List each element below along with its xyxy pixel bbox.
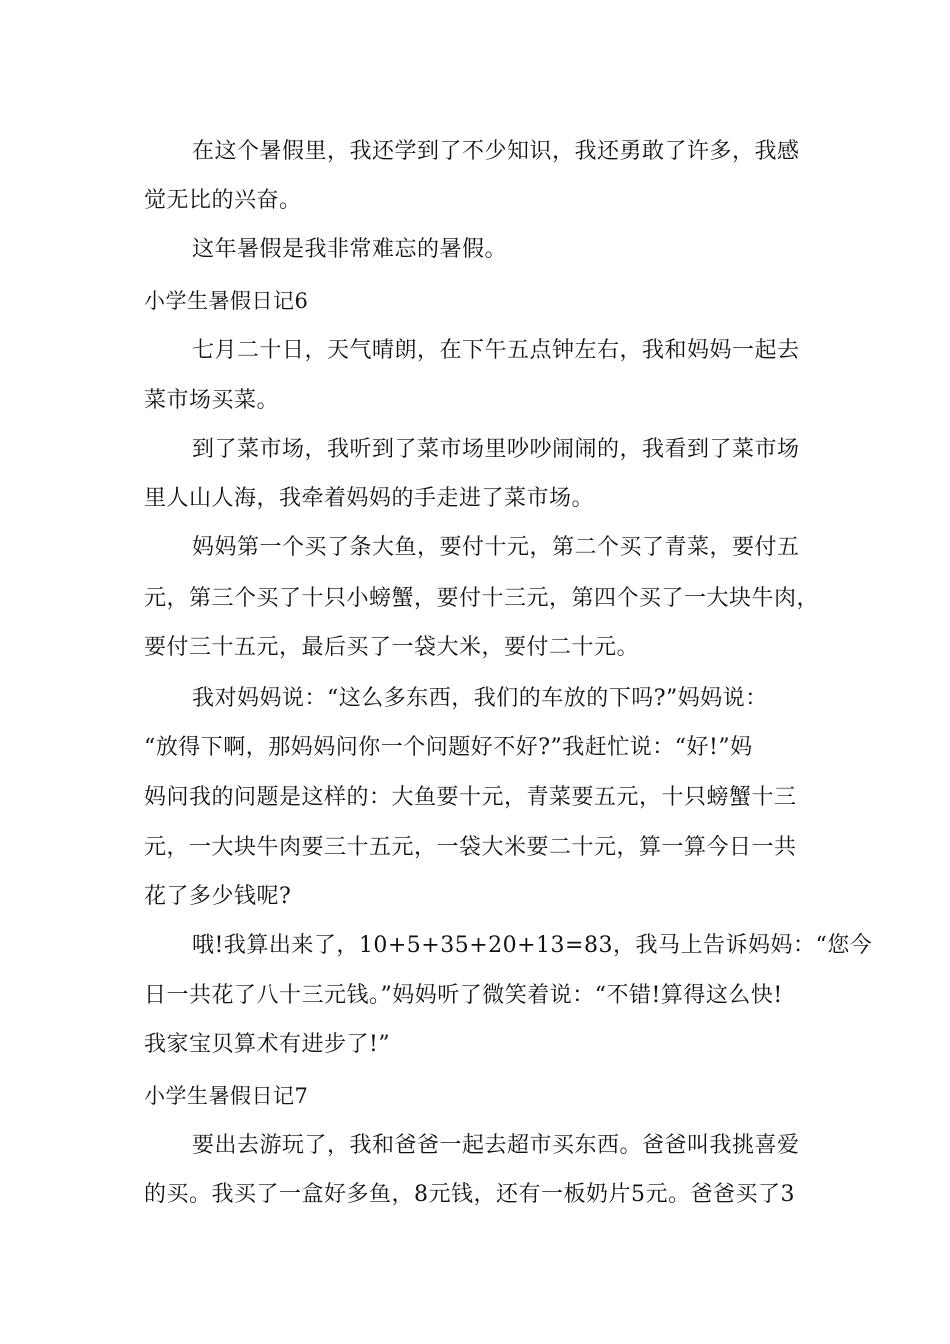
paragraph-line: 菜市场买菜。 <box>144 388 280 413</box>
paragraph-line: 日一共花了八十三元钱。”妈妈听了微笑着说：“不错!算得这么快! <box>144 983 783 1008</box>
section-heading: 小学生暑假日记7 <box>144 1084 309 1108</box>
paragraph-line: 我家宝贝算术有进步了!” <box>144 1032 391 1057</box>
section-heading: 小学生暑假日记6 <box>144 289 309 313</box>
paragraph-line: 到了菜市场，我听到了菜市场里吵吵闹闹的，我看到了菜市场 <box>192 437 800 462</box>
paragraph-line: 元，第三个买了十只小螃蟹，要付十三元，第四个买了一大块牛肉， <box>144 586 820 611</box>
paragraph-line: 在这个暑假里，我还学到了不少知识，我还勇敢了许多，我感 <box>192 139 800 164</box>
paragraph-line: 花了多少钱呢? <box>144 884 292 909</box>
paragraph-line: 妈问我的问题是这样的：大鱼要十元，青菜要五元，十只螃蟹十三 <box>144 785 797 810</box>
paragraph-line: 元，一大块牛肉要三十五元，一袋大米要二十元，算一算今日一共 <box>144 835 797 860</box>
paragraph-line: 我对妈妈说：“这么多东西，我们的车放的下吗?”妈妈说： <box>192 686 768 711</box>
paragraph-line: 的买。我买了一盒好多鱼，8元钱，还有一板奶片5元。爸爸买了3 <box>144 1182 795 1207</box>
paragraph-line: “放得下啊，那妈妈问你一个问题好不好?”我赶忙说：“好!”妈 <box>144 735 753 760</box>
paragraph-line: 里人山人海，我牵着妈妈的手走进了菜市场。 <box>144 486 595 511</box>
paragraph-line: 哦!我算出来了，10+5+35+20+13=83，我马上告诉妈妈：“您今 <box>192 933 873 958</box>
paragraph-line: 觉无比的兴奋。 <box>144 188 302 213</box>
paragraph-line: 要付三十五元，最后买了一袋大米，要付二十元。 <box>144 635 640 660</box>
paragraph-line: 这年暑假是我非常难忘的暑假。 <box>192 237 508 262</box>
paragraph-line: 要出去游玩了，我和爸爸一起去超市买东西。爸爸叫我挑喜爱 <box>192 1133 800 1158</box>
paragraph-line: 七月二十日，天气晴朗，在下午五点钟左右，我和妈妈一起去 <box>192 338 800 363</box>
paragraph-line: 妈妈第一个买了条大鱼，要付十元，第二个买了青菜，要付五 <box>192 535 800 560</box>
